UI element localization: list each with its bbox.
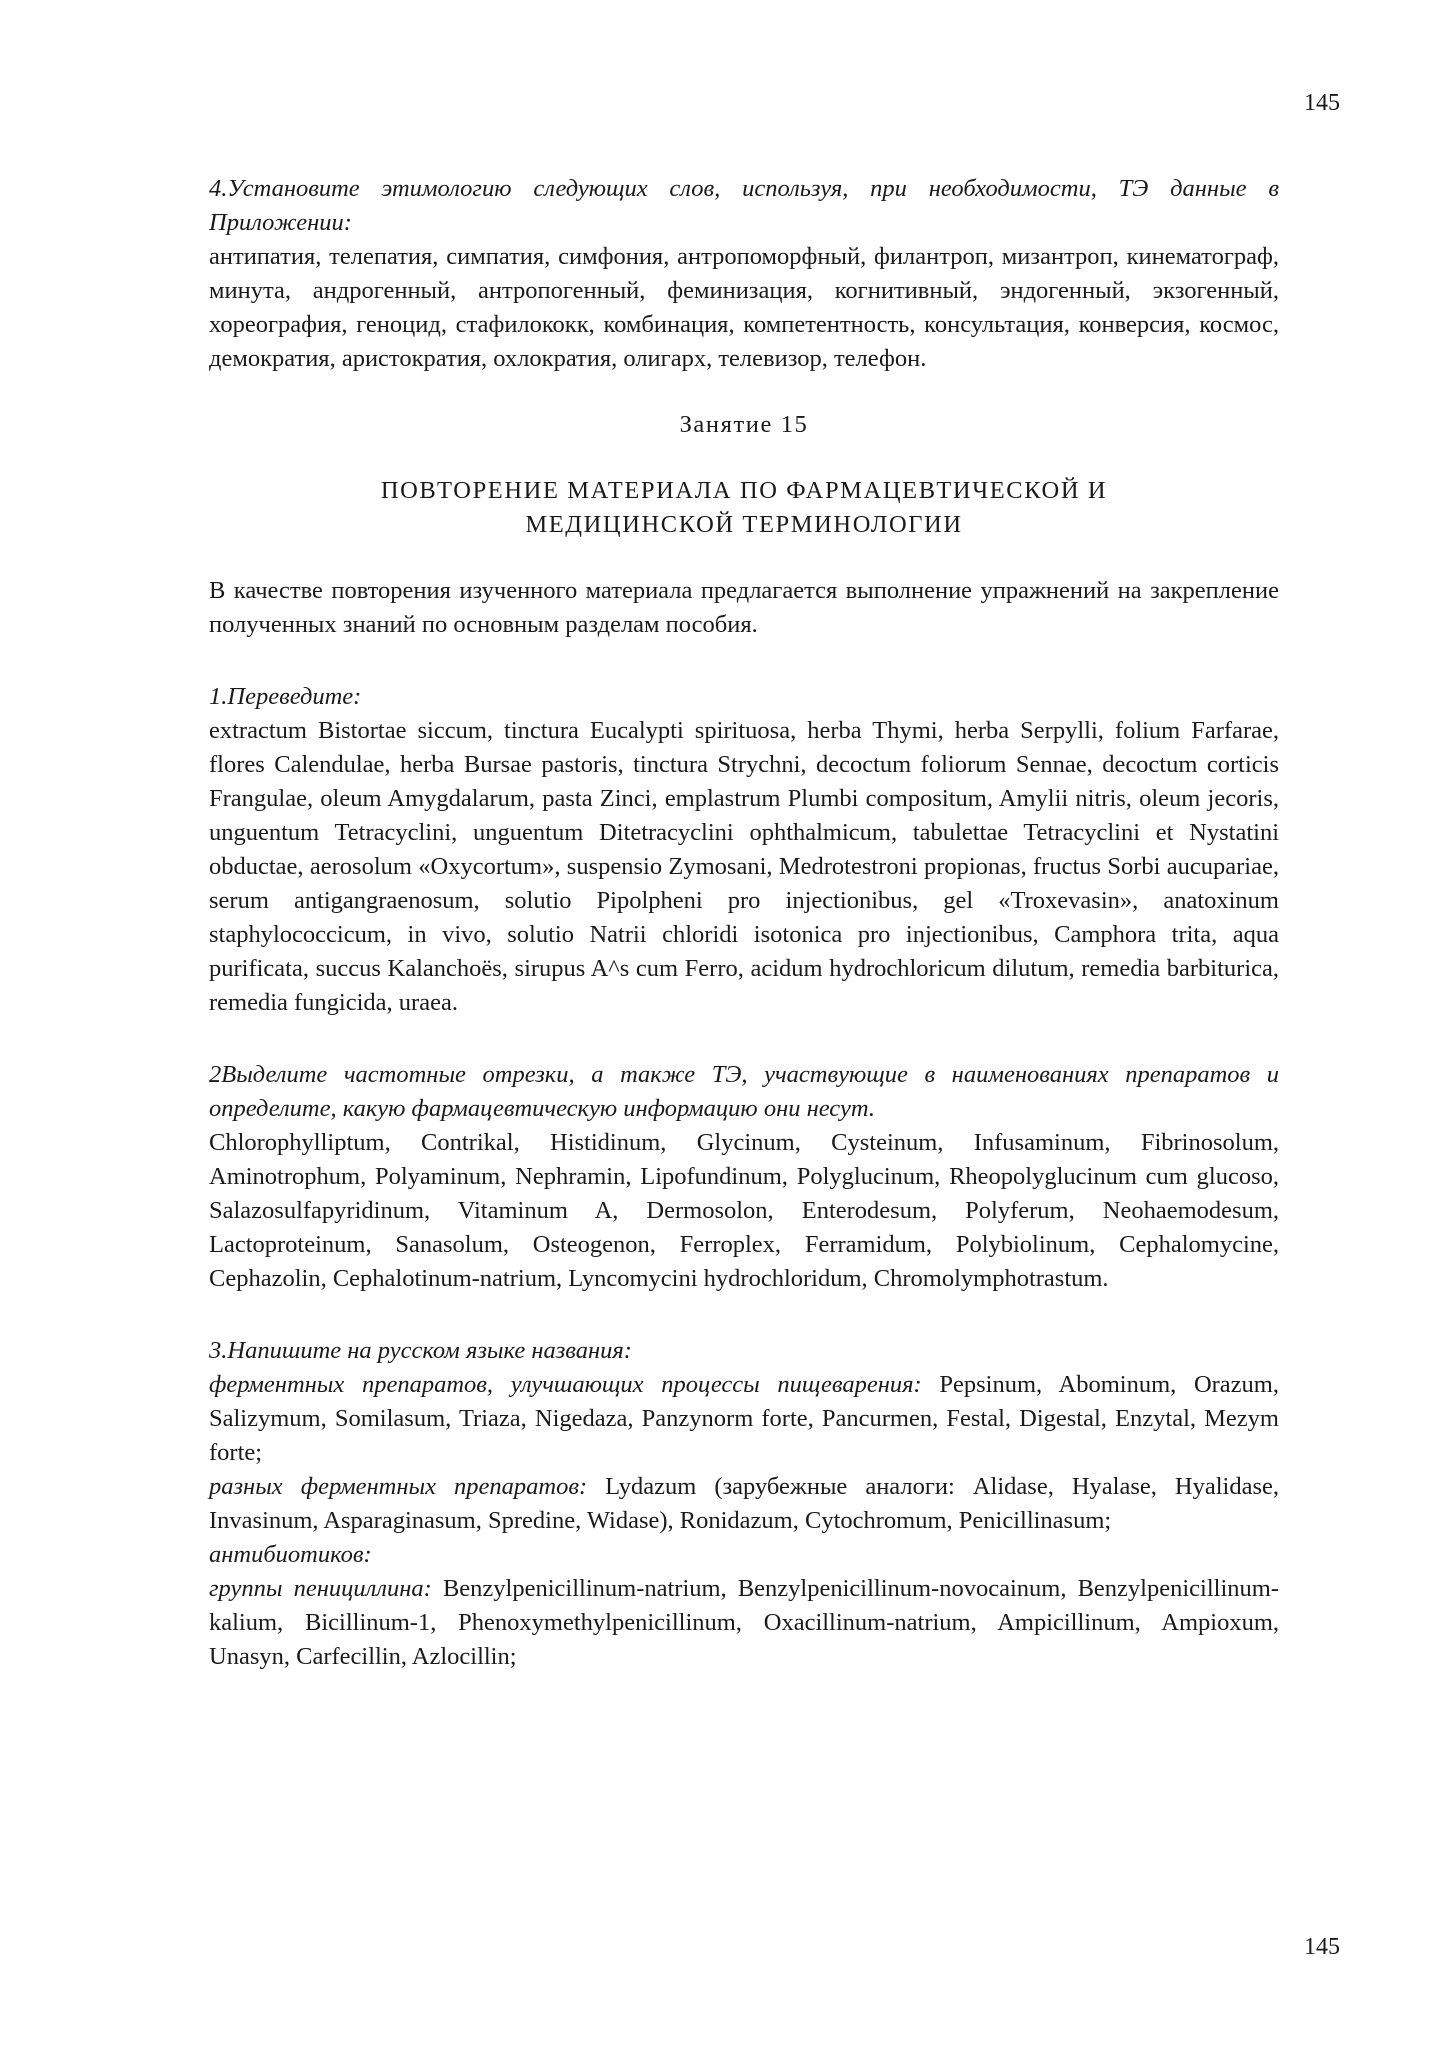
antibiotics-label: антибиотиков:	[209, 1541, 372, 1568]
exercise-2-text: Chlorophylliptum, Contrikal, Histidinum, Glycinum, Cysteinum, Infusaminum, Fibrinosolum, Aminotrophum, Polyaminum, Nephramin, Lipofundinum, Polyglucinum, Rheopolyglucinum cum glucoso, Salazosulfapyridinum, Vitaminum A, Dermosolon, Enterodesum, Polyferum, Neohaemodesum, Lactoproteinum, Sanasolum, Osteogenon, Ferroplex, Ferramidum, Polybiolinum, Cephalomycine, Cephazolin, Cephalotinum-natrium, Lyncomycini hydrochloridum, Chromolymphotrastum.	[209, 1129, 1279, 1292]
exercise-1-text: extractum Bistortae siccum, tinctura Eucalypti spirituosa, herba Thymi, herba Serpylli, folium Farfarae, flores Calendulae, herba Bursae pastoris, tinctura Strychni, decoctum foliorum Sennae, decoctum corticis Frangulae, oleum Amygdalarum, pasta Zinci, emplastrum Plumbi compositum, Amylii nitris, oleum jecoris, unguentum Tetracyclini, unguentum Ditetracyclini ophthalmicum, tabulettae Tetracyclini et Nystatini obductae, aerosolum «Oxycortum», suspensio Zymosani, Medrotestroni propionas, fructus Sorbi aucupariae, serum antigangraenosum, solutio Pipolpheni pro injectionibus, gel «Troxevasin», anatoxinum staphylococcicum, in vivo, solutio Natrii chloridi isotonica pro injectionibus, Camphora trita, aqua purificata, succus Kalanchoës, sirupus A^s cum Ferro, acidum hydrochloricum dilutum, remedia barbiturica, remedia fungicida, uraea.	[209, 717, 1279, 1016]
page-number-bottom: 145	[1304, 1934, 1340, 1960]
penicillins-list: Benzylpenicillinum-natrium, Benzylpenicillinum-novocainum, Benzylpenicillinum-kalium, Bicillinum-1, Phenoxymethylpenicillinum, Oxacillinum-natrium, Ampicillinum, Ampioxum, Unasyn, Carfecillin, Azlocillin;	[209, 1575, 1279, 1670]
exercise-4-title: 4.Установите этимологию следующих слов, используя, при необходимости, ТЭ данные в Приложении:	[209, 175, 1279, 236]
exercise-3-enzymes-digestion	[209, 1368, 1279, 1470]
enzymes-digestion-label: ферментных препаратов, улучшающих процессы пищеварения:	[209, 1371, 922, 1398]
exercise-3-penicillins	[209, 1572, 1279, 1674]
misc-enzymes-list: Lydazum (зарубежные аналоги: Alidase, Hyalase, Hyalidase, Invasinum, Asparaginasum, Spredine, Widase), Ronidazum, Cytochromum, Penicillinasum;	[209, 1473, 1279, 1534]
exercise-4-text: антипатия, телепатия, симпатия, симфония, антропоморфный, филантроп, мизантроп, кинематограф, минута, андрогенный, антропогенный, феминизация, когнитивный, эндогенный, экзогенный, хореография, геноцид, стафилококк, комбинация, компетентность, консультация, конверсия, космос, демократия, аристократия, охлократия, олигарх, телевизор, телефон.	[209, 243, 1279, 372]
page-number-top: 145	[1304, 90, 1340, 116]
exercise-2-title: 2Выделите частотные отрезки, а также ТЭ, участвующие в наименованиях препаратов и определите, какую фармацевтическую информацию они несут.	[209, 1061, 1279, 1122]
page-content	[209, 172, 1279, 1674]
penicillins-label: группы пенициллина:	[209, 1575, 432, 1602]
exercise-3-title: 3.Напишите на русском языке названия:	[209, 1337, 632, 1364]
lesson-title-line1: ПОВТОРЕНИЕ МАТЕРИАЛА ПО ФАРМАЦЕВТИЧЕСКОЙ И	[380, 477, 1108, 504]
exercise-3-misc-enzymes	[209, 1470, 1279, 1538]
misc-enzymes-label: разных ферментных препаратов:	[209, 1473, 588, 1500]
exercise-1-title: 1.Переведите:	[209, 683, 362, 710]
intro-paragraph: В качестве повторения изученного материала предлагается выполнение упражнений на закрепление полученных знаний по основным разделам пособия.	[209, 577, 1279, 638]
lesson-title-line2: МЕДИЦИНСКОЙ ТЕРМИНОЛОГИИ	[525, 511, 963, 538]
lesson-label: Занятие 15	[679, 411, 809, 438]
enzymes-digestion-list: Pepsinum, Abominum, Orazum, Salizymum, Somilasum, Triaza, Nigedaza, Panzynorm forte, Pancurmen, Festal, Digestal, Enzytal, Mezym forte;	[209, 1371, 1279, 1466]
